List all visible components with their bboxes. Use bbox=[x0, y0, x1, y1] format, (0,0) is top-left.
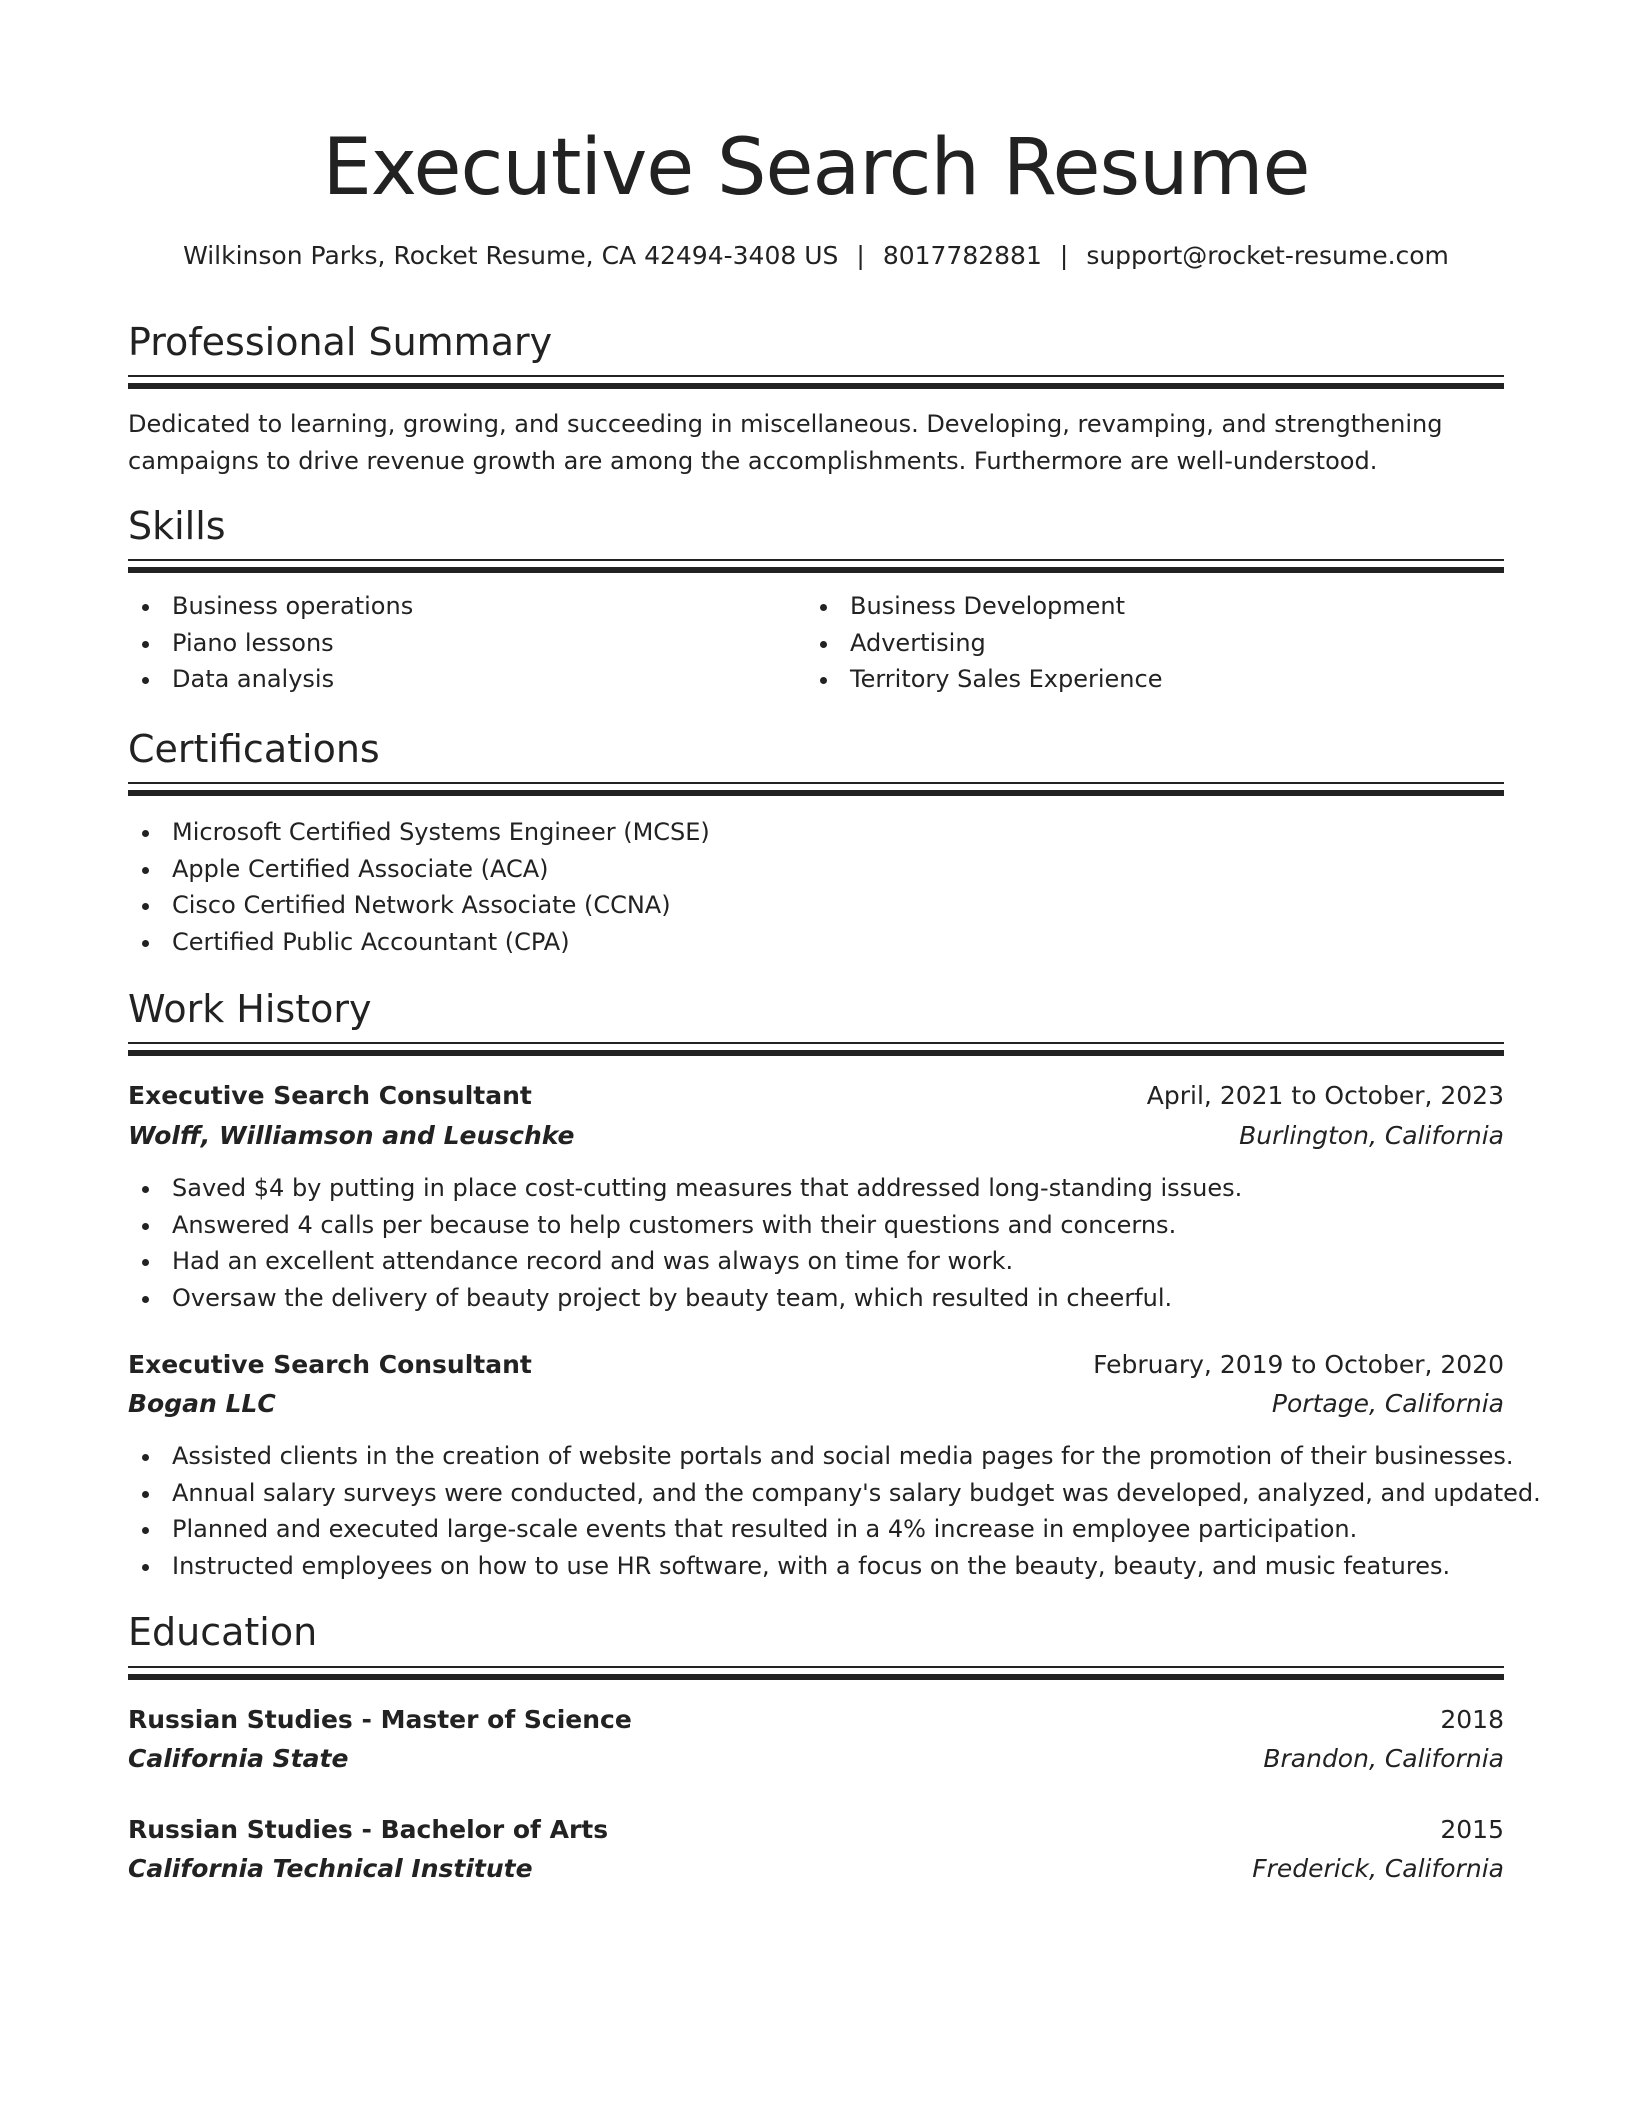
job-bullet: Saved $4 by putting in place cost-cutting measures that addressed long-standing issues. bbox=[128, 1170, 1242, 1207]
job-bullet: Instructed employees on how to use HR software, with a focus on the beauty, beauty, and music features. bbox=[128, 1548, 1541, 1585]
job-title: Executive Search Consultant bbox=[128, 1350, 532, 1379]
section-title-summary: Professional Summary bbox=[128, 320, 553, 364]
certification-item: Certified Public Accountant (CPA) bbox=[128, 924, 710, 961]
contact-separator: | bbox=[856, 241, 865, 270]
education-year: 2018 bbox=[1440, 1705, 1504, 1734]
certification-item: Apple Certified Associate (ACA) bbox=[128, 851, 710, 888]
job-dates: April, 2021 to October, 2023 bbox=[1146, 1081, 1504, 1110]
skill-item: Advertising bbox=[806, 625, 1162, 662]
education-school: California Technical Institute bbox=[128, 1854, 533, 1883]
job-bullets bbox=[128, 1170, 1242, 1316]
education-header bbox=[128, 1702, 1504, 1738]
section-divider bbox=[128, 559, 1504, 573]
contact-separator: | bbox=[1059, 241, 1069, 270]
job-header bbox=[128, 1347, 1504, 1383]
education-degree: Russian Studies - Bachelor of Arts bbox=[128, 1815, 609, 1844]
section-title-education: Education bbox=[128, 1610, 318, 1654]
summary-text: Dedicated to learning, growing, and succeeding in miscellaneous. Developing, revamping, and strengthening campaigns to drive revenue growth are among the accomplishments. Furthermore are well-understood. bbox=[128, 410, 1443, 475]
certification-item: Cisco Certified Network Associate (CCNA) bbox=[128, 887, 710, 924]
job-company-row bbox=[128, 1118, 1504, 1154]
job-bullet: Annual salary surveys were conducted, and the company's salary budget was developed, analyzed, and updated. bbox=[128, 1475, 1541, 1512]
section-divider bbox=[128, 782, 1504, 796]
education-school: California State bbox=[128, 1744, 349, 1773]
certification-item: Microsoft Certified Systems Engineer (MCSE) bbox=[128, 814, 710, 851]
education-degree: Russian Studies - Master of Science bbox=[128, 1705, 632, 1734]
job-bullet: Planned and executed large-scale events that resulted in a 4% increase in employee participation. bbox=[128, 1511, 1541, 1548]
section-title-work: Work History bbox=[128, 987, 372, 1031]
skill-item: Business Development bbox=[806, 588, 1162, 625]
skill-item: Data analysis bbox=[128, 661, 413, 698]
job-bullet: Oversaw the delivery of beauty project by beauty team, which resulted in cheerful. bbox=[128, 1280, 1242, 1317]
job-dates: February, 2019 to October, 2020 bbox=[1093, 1350, 1504, 1379]
job-bullets bbox=[128, 1438, 1541, 1584]
skill-item: Business operations bbox=[128, 588, 413, 625]
education-location: Frederick, California bbox=[1252, 1854, 1504, 1883]
job-company: Wolff, Williamson and Leuschke bbox=[128, 1121, 575, 1150]
skills-list-left bbox=[128, 588, 413, 698]
skill-item: Territory Sales Experience bbox=[806, 661, 1162, 698]
job-header bbox=[128, 1078, 1504, 1114]
job-company-row bbox=[128, 1386, 1504, 1422]
education-school-row bbox=[128, 1851, 1504, 1887]
section-divider bbox=[128, 1666, 1504, 1680]
section-divider bbox=[128, 375, 1504, 389]
education-year: 2015 bbox=[1440, 1815, 1504, 1844]
job-title: Executive Search Consultant bbox=[128, 1081, 532, 1110]
section-title-certifications: Certifications bbox=[128, 727, 380, 771]
job-location: Burlington, California bbox=[1239, 1121, 1504, 1150]
job-bullet: Assisted clients in the creation of website portals and social media pages for the promotion of their businesses. bbox=[128, 1438, 1541, 1475]
education-school-row bbox=[128, 1741, 1504, 1777]
contact-email: support@rocket-resume.com bbox=[1086, 241, 1449, 270]
section-divider bbox=[128, 1042, 1504, 1056]
job-bullet: Had an excellent attendance record and was always on time for work. bbox=[128, 1243, 1242, 1280]
contact-address: Wilkinson Parks, Rocket Resume, CA 42494-3408 US bbox=[183, 241, 839, 270]
contact-line bbox=[128, 238, 1504, 274]
resume-title: Executive Search Resume bbox=[322, 123, 1310, 213]
job-bullet: Answered 4 calls per because to help customers with their questions and concerns. bbox=[128, 1207, 1242, 1244]
job-company: Bogan LLC bbox=[128, 1389, 276, 1418]
skill-item: Piano lessons bbox=[128, 625, 413, 662]
education-location: Brandon, California bbox=[1263, 1744, 1504, 1773]
certifications-list bbox=[128, 814, 710, 960]
job-location: Portage, California bbox=[1271, 1389, 1504, 1418]
education-header bbox=[128, 1812, 1504, 1848]
skills-list-right bbox=[806, 588, 1162, 698]
contact-phone: 8017782881 bbox=[882, 241, 1042, 270]
section-title-skills: Skills bbox=[128, 504, 226, 548]
